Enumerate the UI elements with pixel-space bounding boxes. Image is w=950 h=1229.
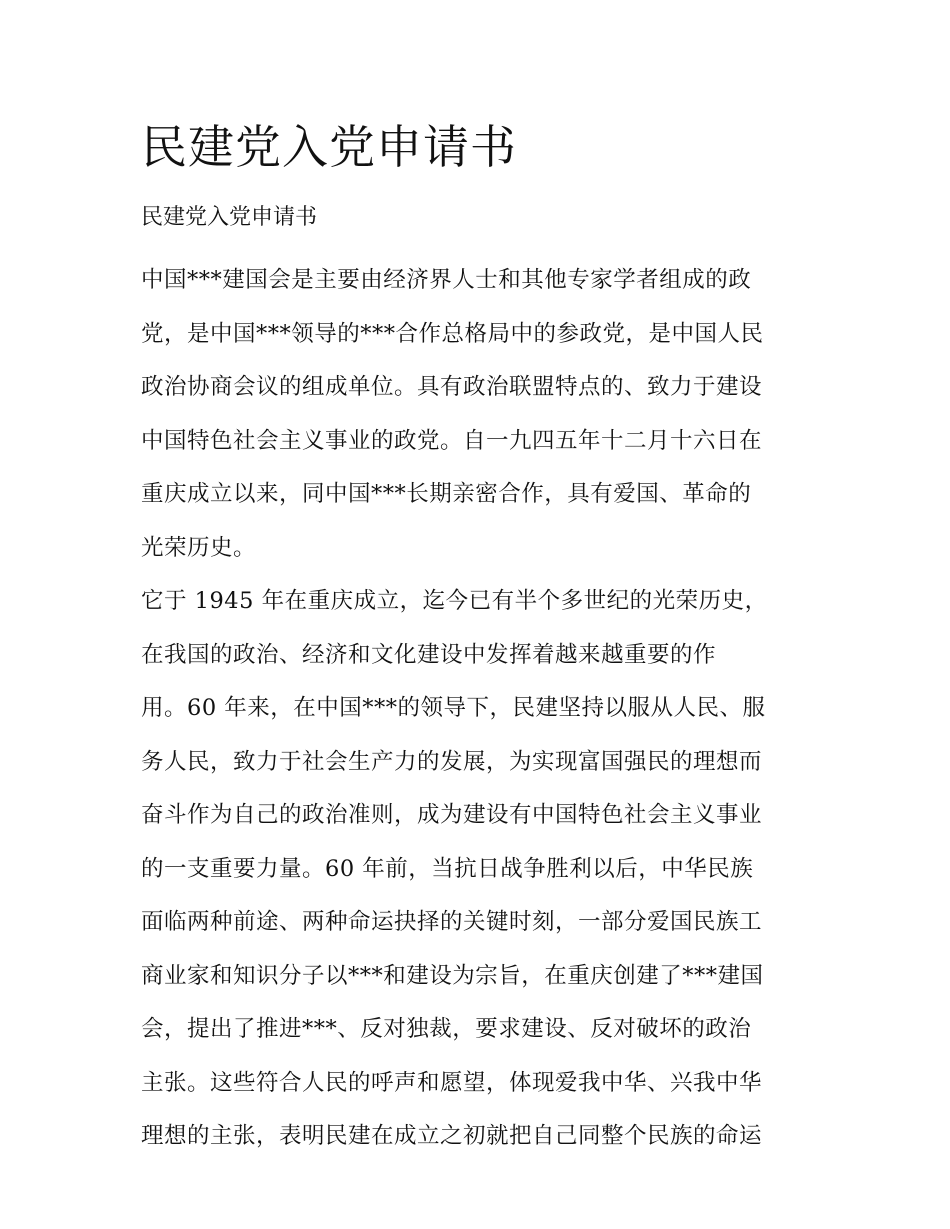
paragraph-line: 务人民，致力于社会生产力的发展，为实现富国强民的理想而 (141, 748, 763, 775)
paragraph-line: 主张。这些符合人民的呼声和愿望，体现爱我中华、兴我中华 (141, 1069, 763, 1096)
paragraph-line: 的一支重要力量。60 年前，当抗日战争胜利以后，中华民族 (141, 855, 754, 882)
paragraph-line: 光荣历史。 (141, 534, 257, 561)
paragraph-line: 商业家和知识分子以***和建设为宗旨，在重庆创建了***建国 (141, 962, 764, 989)
paragraph-2 (141, 575, 821, 1164)
paragraph-line: 中国***建国会是主要由经济界人士和其他专家学者组成的政 (141, 267, 752, 293)
paragraph-line: 在我国的政治、经济和文化建设中发挥着越来越重要的作 (141, 641, 717, 668)
document-page (141, 112, 821, 1164)
paragraph-1 (141, 254, 821, 575)
paragraph-line: 政治协商会议的组成单位。具有政治联盟特点的、致力于建设 (141, 374, 763, 400)
paragraph-line: 用。60 年来，在中国***的领导下，民建坚持以服从人民、服 (141, 695, 766, 721)
paragraph-line: 面临两种前途、两种命运抉择的关键时刻，一部分爱国民族工 (141, 909, 763, 935)
document-subtitle: 民建党入党申请书 (141, 205, 318, 230)
paragraph-line: 重庆成立以来，同中国***长期亲密合作，具有爱国、革命的 (141, 481, 752, 507)
paragraph-line: 党，是中国***领导的***合作总格局中的参政党，是中国人民 (141, 320, 764, 347)
paragraph-line: 中国特色社会主义事业的政党。自一九四五年十二月十六日在 (141, 427, 763, 454)
paragraph-line: 它于 1945 年在重庆成立，迄今已有半个多世纪的光荣历史， (141, 588, 768, 614)
paragraph-line: 会，提出了推进***、反对独裁，要求建设、反对破坏的政治 (141, 1016, 752, 1042)
paragraph-line: 奋斗作为自己的政治准则，成为建设有中国特色社会主义事业 (141, 802, 763, 828)
paragraph-line: 理想的主张，表明民建在成立之初就把自己同整个民族的命运 (141, 1123, 763, 1149)
document-title: 民建党入党申请书 (141, 120, 517, 174)
